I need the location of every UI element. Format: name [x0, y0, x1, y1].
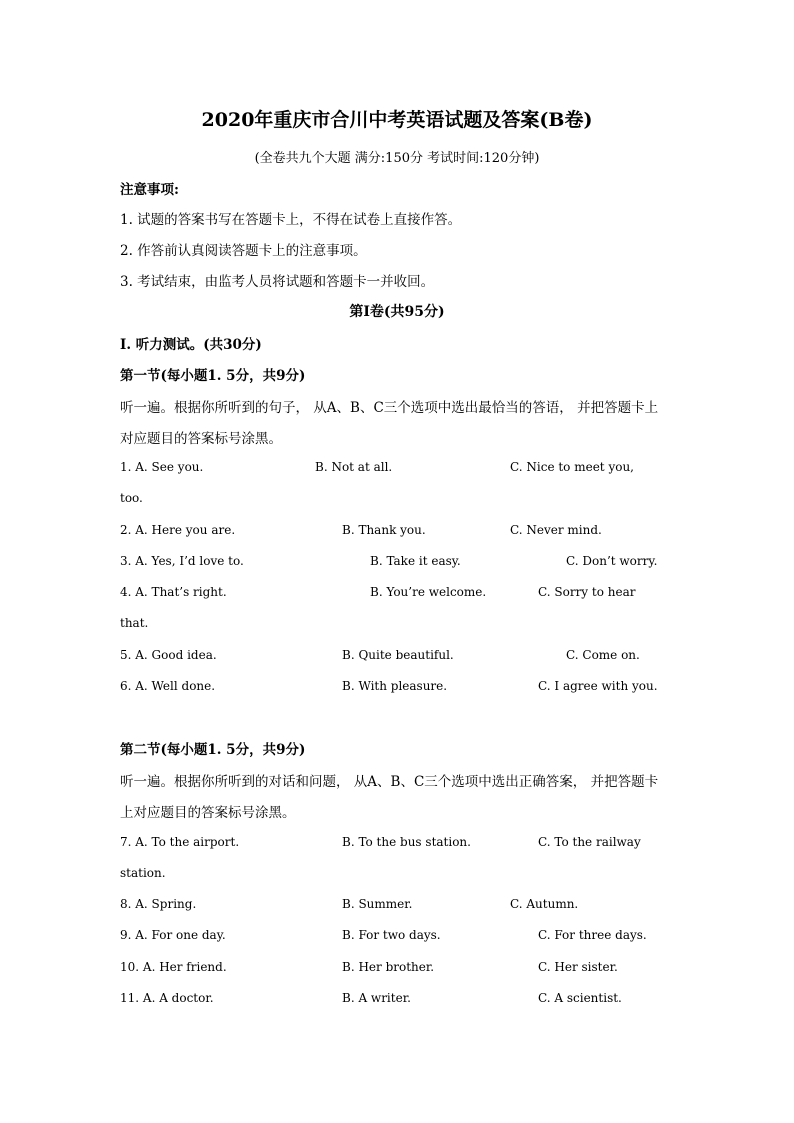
option-c: C. A scientist.	[538, 991, 622, 1005]
option-a: 2. A. Here you are.	[120, 523, 236, 537]
note-item: 1. 试题的答案书写在答题卡上，不得在试卷上直接作答。	[120, 212, 462, 228]
notes-heading: 注意事项:	[120, 182, 179, 198]
option-b: B. To the bus station.	[342, 835, 471, 849]
option-b: B. For two days.	[342, 928, 441, 942]
option-b: B. Quite beautiful.	[342, 648, 454, 662]
option-c: C. Nice to meet you,	[510, 460, 634, 474]
option-c: C. For three days.	[538, 928, 647, 942]
option-b: B. Not at all.	[315, 460, 393, 474]
note-item: 2. 作答前认真阅读答题卡上的注意事项。	[120, 243, 367, 259]
instruction-line: 听一遍。根据你所听到的句子， 从A、B、C三个选项中选出最恰当的答语， 并把答题卡上	[120, 400, 659, 416]
option-a: 3. A. Yes, I’d love to.	[120, 554, 244, 568]
option-a: 6. A. Well done.	[120, 679, 216, 693]
option-a: 10. A. Her friend.	[120, 960, 227, 974]
question-wrap: that.	[120, 616, 149, 630]
option-b: B. With pleasure.	[342, 679, 448, 693]
option-a: 9. A. For one day.	[120, 928, 226, 942]
option-b: B. Take it easy.	[370, 554, 461, 568]
option-b: B. Thank you.	[342, 523, 426, 537]
subsection-title: 第一节(每小题1. 5分，共9分)	[120, 368, 306, 384]
instruction-line: 听一遍。根据你所听到的对话和问题， 从A、B、C三个选项中选出正确答案， 并把答题卡	[120, 774, 659, 790]
subsection-title: 第二节(每小题1. 5分，共9分)	[120, 742, 306, 758]
option-c: C. Her sister.	[538, 960, 618, 974]
option-b: B. You’re welcome.	[370, 585, 487, 599]
option-c: C. Come on.	[566, 648, 640, 662]
option-c: C. I agree with you.	[538, 679, 658, 693]
option-c: C. Don’t worry.	[566, 554, 658, 568]
question-wrap: too.	[120, 491, 143, 505]
section-title: I. 听力测试。(共30分)	[120, 337, 262, 353]
option-c: C. Never mind.	[510, 523, 602, 537]
question-wrap: station.	[120, 866, 166, 880]
option-c: C. To the railway	[538, 835, 641, 849]
page-title: 2020年重庆市合川中考英语试题及答案(B卷)	[201, 109, 593, 131]
option-a: 5. A. Good idea.	[120, 648, 217, 662]
option-b: B. A writer.	[342, 991, 411, 1005]
option-a: 11. A. A doctor.	[120, 991, 214, 1005]
option-c: C. Sorry to hear	[538, 585, 636, 599]
option-b: B. Her brother.	[342, 960, 435, 974]
instruction-line: 对应题目的答案标号涂黑。	[120, 431, 282, 447]
option-a: 8. A. Spring.	[120, 897, 197, 911]
exam-info: (全卷共九个大题 满分:150分 考试时间:120分钟)	[254, 151, 540, 166]
instruction-line: 上对应题目的答案标号涂黑。	[120, 805, 296, 821]
note-item: 3. 考试结束，由监考人员将试题和答题卡一并收回。	[120, 274, 435, 290]
part-title: 第Ⅰ卷(共95分)	[349, 304, 445, 320]
option-a: 1. A. See you.	[120, 460, 204, 474]
option-b: B. Summer.	[342, 897, 413, 911]
option-a: 4. A. That’s right.	[120, 585, 227, 599]
option-c: C. Autumn.	[510, 897, 579, 911]
option-a: 7. A. To the airport.	[120, 835, 240, 849]
